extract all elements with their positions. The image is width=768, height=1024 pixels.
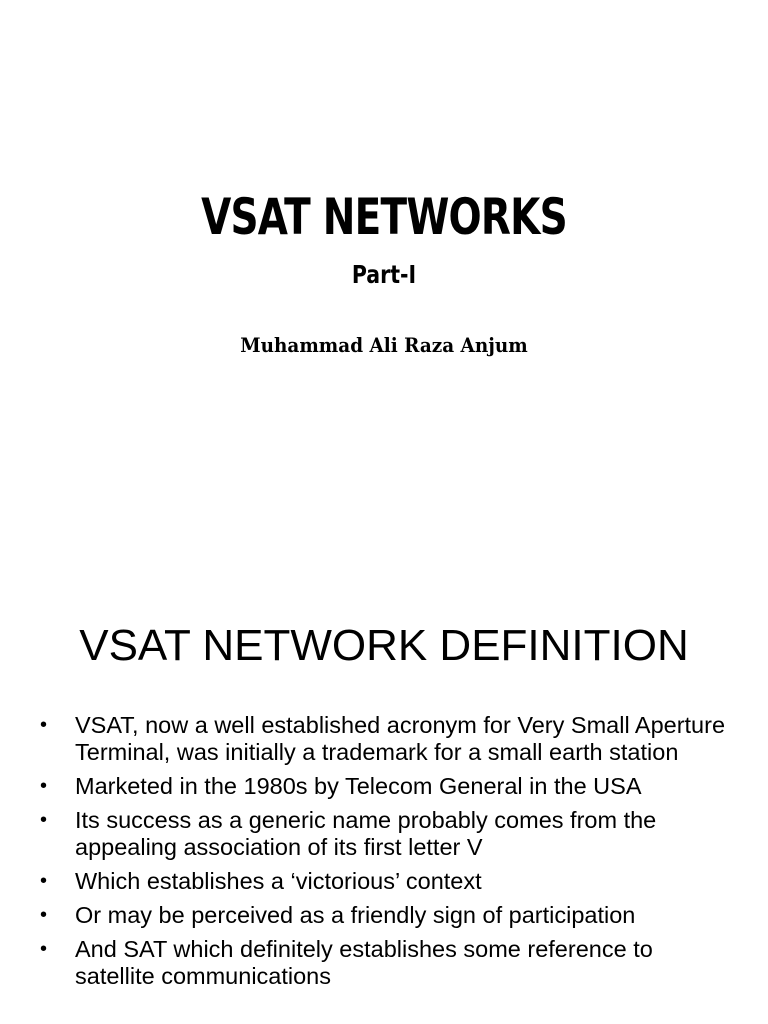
bullet-icon: •	[40, 714, 48, 736]
bullet-text: And SAT which definitely establishes some reference to satellite communications	[75, 936, 653, 989]
slide-title: VSAT NETWORKS	[201, 188, 567, 246]
bullet-text: VSAT, now a well established acronym for Very Small Aperture Terminal, was initially a trademark for a small earth station	[75, 712, 726, 765]
bullet-text: Its success as a generic name probably comes from the appealing association of its first letter V	[75, 807, 657, 860]
bullet-item	[38, 807, 738, 861]
bullet-text: Which establishes a ‘victorious’ context	[75, 868, 482, 894]
bullet-icon: •	[40, 870, 48, 892]
bullet-text: Or may be perceived as a friendly sign of participation	[75, 902, 636, 928]
bullet-icon: •	[40, 775, 48, 797]
definition-slide	[0, 512, 768, 1024]
bullet-item	[38, 712, 738, 766]
bullet-item	[38, 773, 738, 800]
bullet-icon: •	[40, 938, 48, 960]
bullet-item	[38, 902, 738, 929]
bullet-item	[38, 868, 738, 895]
bullet-item	[38, 936, 738, 990]
bullet-text: Marketed in the 1980s by Telecom General in the USA	[75, 773, 642, 799]
bullet-icon: •	[40, 809, 48, 831]
slide-subtitle: Part-I	[351, 260, 417, 289]
slide-heading: VSAT NETWORK DEFINITION	[79, 621, 689, 670]
author-name: Muhammad Ali Raza Anjum	[240, 333, 528, 357]
bullet-list	[38, 712, 738, 997]
bullet-icon: •	[40, 904, 48, 926]
